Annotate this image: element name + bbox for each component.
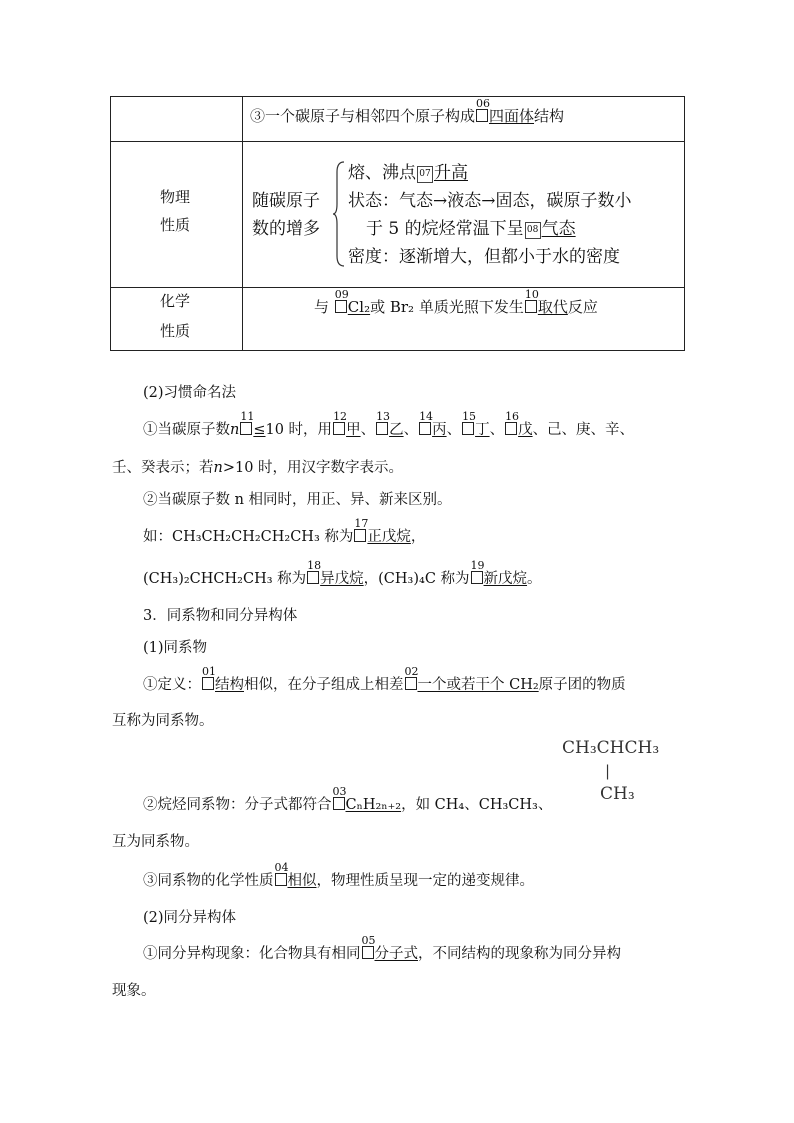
blank-box: 15 — [462, 422, 474, 435]
answer-tetrahedron: 四面体 — [489, 107, 535, 125]
blank-box: 13 — [376, 422, 388, 435]
row3-text: 与 09 Cl₂或 Br₂ 单质光照下发生 10 取代反应 — [314, 288, 598, 316]
para-homolog-def-cont: 互称为同系物。 — [112, 713, 214, 729]
blank-box: 02 — [405, 677, 417, 690]
section-heading-3: 3．同系物和同分异构体 — [143, 608, 298, 624]
formula-top: CH₃CHCH₃ — [562, 738, 660, 758]
answer-neopentane: 新戊烷 — [483, 571, 528, 587]
row2-label-1: 物理 — [160, 188, 191, 206]
answer-ch2: 一个或若干个 CH₂ — [417, 677, 539, 693]
blank-box: 12 — [333, 422, 345, 435]
para-alkane-homologs-cont: 互为同系物。 — [112, 834, 199, 850]
blank-box: 05 — [362, 946, 374, 959]
row2-label-2: 性质 — [160, 216, 191, 234]
answer-molecular-formula: 分子式 — [374, 946, 418, 962]
table-border-right — [684, 96, 685, 351]
row2-line-1: 熔、沸点 07 升高 — [348, 163, 468, 183]
row2-left-2: 数的增多 — [252, 219, 320, 239]
answer-substitution: 取代 — [537, 298, 568, 316]
answer-general-formula: CₙH₂ₙ₊₂ — [345, 797, 402, 813]
table-border-left — [110, 96, 111, 351]
blank-box: 08 — [525, 222, 541, 239]
blank-box: 14 — [419, 422, 431, 435]
table-border-bottom — [110, 350, 685, 351]
blank-box: 07 — [417, 166, 433, 183]
table-border-row1 — [110, 141, 685, 142]
row2-line-3: 于 5 的烷烃常温下呈 08 气态 — [366, 219, 576, 239]
row3-label-1: 化学 — [160, 292, 191, 310]
para-example-2: (CH₃)₂CHCH₂CH₃ 称为 18 异戊烷，(CH₃)₄C 称为 19 新戊烷。 — [143, 559, 542, 587]
blank-box: 01 — [202, 677, 214, 690]
row1-pre: ③一个碳原子与相邻四个原子构成 — [250, 107, 476, 125]
answer-gas: 气态 — [541, 219, 576, 239]
blank-box: 17 — [354, 529, 366, 542]
brace-icon — [332, 160, 346, 268]
blank-box: 16 — [505, 422, 517, 435]
blank-box: 04 — [275, 873, 287, 886]
answer-n-pentane: 正戊烷 — [367, 529, 411, 545]
para-naming-2: ②当碳原子数 n 相同时，用正、异、新来区别。 — [143, 492, 452, 508]
formula-bond: | — [605, 762, 611, 780]
heading-common-naming: (2)习惯命名法 — [143, 385, 237, 401]
answer-structure: 结构 — [215, 677, 244, 693]
row2-line-4: 密度：逐渐增大，但都小于水的密度 — [348, 247, 620, 267]
para-isomer-def: ①同分异构现象：化合物具有相同 05 分子式，不同结构的现象称为同分异构 — [143, 934, 621, 962]
table-border-top — [110, 96, 685, 97]
formula-bottom: CH₃ — [600, 784, 635, 804]
answer-isopentane: 异戊烷 — [320, 571, 364, 587]
blank-box: 03 — [333, 797, 345, 810]
para-isomer-def-cont: 现象。 — [112, 983, 156, 999]
row2-line-2: 状态：气态→液态→固态，碳原子数小 — [348, 191, 632, 211]
blank-box: 11 — [240, 422, 252, 435]
blank-box: 18 — [307, 571, 319, 584]
para-naming-1: ①当碳原子数n 11 ≤10 时，用 12 甲、 13 乙、 14 丙、 15 丁、 16 戊、己、庚、辛、 — [143, 410, 635, 438]
row3-label-2: 性质 — [160, 322, 191, 340]
blank-box: 10 — [525, 300, 537, 313]
para-naming-1-cont: 壬、癸表示；若n>10 时，用汉字数字表示。 — [112, 460, 404, 476]
table-border-mid — [242, 96, 243, 351]
row2-left-1: 随碳原子 — [252, 191, 320, 211]
para-alkane-homologs: ②烷烃同系物：分子式都符合 03 CₙH₂ₙ₊₂，如 CH₄、CH₃CH₃、 — [143, 785, 553, 813]
answer-cl2: Cl₂ — [347, 298, 371, 316]
blank-box: 09 — [335, 300, 347, 313]
heading-isomers: (2)同分异构体 — [143, 910, 237, 926]
row1-post: 结构 — [534, 107, 565, 125]
answer-similar: 相似 — [287, 873, 317, 889]
blank-box: 19 — [471, 571, 483, 584]
table-row1-text — [250, 97, 565, 126]
answer-rise: 升高 — [434, 163, 468, 183]
heading-homologs: (1)同系物 — [143, 640, 208, 656]
table-border-row2 — [110, 287, 685, 288]
para-homolog-props: ③同系物的化学性质 04 相似，物理性质呈现一定的递变规律。 — [143, 861, 534, 889]
para-example-1: 如：CH₃CH₂CH₂CH₂CH₃ 称为 17 正戊烷， — [143, 517, 426, 545]
para-homolog-def: ①定义： 01 结构相似，在分子组成上相差 02 一个或若干个 CH₂原子团的物质 — [143, 665, 626, 693]
blank-box: 06 — [476, 109, 488, 122]
